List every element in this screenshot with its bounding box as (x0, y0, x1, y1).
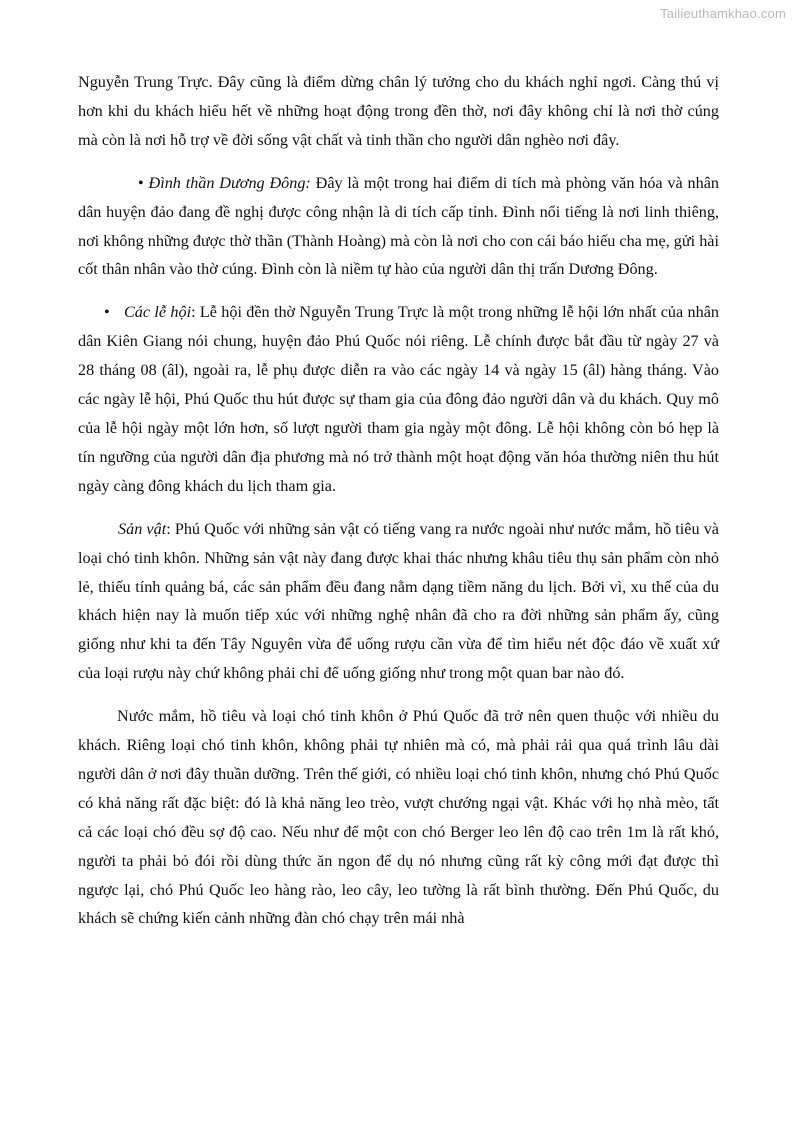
paragraph-intro: Nguyễn Trung Trực. Đây cũng là điểm dừng chân lý tưởng cho du khách nghỉ ngơi. Càng thú vị hơn khi du khách hiểu hết về những hoạt động trong đền thờ, nơi đây không chỉ là nơi thờ cúng mà còn là nơi hỗ trợ về đời sống vật chất và tinh thần cho người dân nghèo nơi đây. (78, 73, 719, 149)
term-dinh-than: Đình thần Dương Đông: (148, 173, 311, 192)
paragraph-san-vat (78, 515, 719, 688)
paragraph-le-hoi (78, 298, 719, 500)
bullet-icon: • (104, 303, 110, 322)
bullet-icon: • (138, 173, 144, 192)
watermark: Tailieuthamkhao.com (660, 6, 786, 21)
paragraph-nuoc-mam: Nước mắm, hồ tiêu và loại chó tinh khôn ở Phú Quốc đã trở nên quen thuộc với nhiều du khách. Riêng loại chó tinh khôn, không phải tự nhiên mà có, mà phải rải qua quá trình lâu dài người dân ở nơi đây thuần dưỡng. Trên thế giới, có nhiều loại chó tinh khôn, nhưng chó Phú Quốc có khả năng rất đặc biệt: đó là khả năng leo trèo, vượt chướng ngại vật. Khác với họ nhà mèo, tất cả các loại chó đều sợ độ cao. Nếu như để một con chó Berger leo lên độ cao trên 1m là rất khó, người ta phải bỏ đói rồi dùng thức ăn ngon để dụ nó nhưng cũng rất kỳ công mới đạt được thì ngược lại, chó Phú Quốc leo hàng rào, leo cây, leo tường là rất bình thường. Đến Phú Quốc, du khách sẽ chứng kiến cảnh những đàn chó chạy trên mái nhà (78, 707, 719, 928)
term-san-vat: Sản vật (118, 519, 167, 538)
paragraph-dinh-than (78, 169, 719, 285)
body-le-hoi: : Lễ hội đền thờ Nguyễn Trung Trực là một trong những lễ hội lớn nhất của nhân dân Kiên Giang nói chung, huyện đảo Phú Quốc nói riêng. Lễ chính được bắt đầu từ ngày 27 và 28 tháng 08 (âl), ngoài ra, lễ phụ được diễn ra vào các ngày 14 và ngày 15 (âl) hàng tháng. Vào các ngày lễ hội, Phú Quốc thu hút được sự tham gia của đông đảo người dân và du khách. Quy mô của lễ hội ngày một lớn hơn, số lượt người tham gia ngày một đông. Lễ hội không còn bó hẹp là tín ngưỡng của người dân địa phương mà nó trở thành một hoạt động văn hóa thường niên thu hút ngày càng đông khách du lịch tham gia. (78, 303, 719, 495)
document-page (78, 68, 719, 933)
body-dinh-than: Đây là một trong hai điểm di tích mà phòng văn hóa và nhân dân huyện đảo đang đề nghị được công nhận là di tích cấp tỉnh. Đình nổi tiếng là nơi linh thiêng, nơi không những được thờ thần (Thành Hoàng) mà còn là nơi cho con cái báo hiếu cha mẹ, gửi hài cốt thân nhân vào thờ cúng. Đình còn là niềm tự hào của người dân thị trấn Dương Đông. (78, 173, 719, 279)
term-le-hoi: Các lễ hội (124, 303, 192, 322)
body-san-vat: : Phú Quốc với những sản vật có tiếng vang ra nước ngoài như nước mắm, hồ tiêu và loại chó tinh khôn. Những sản vật này đang được khai thác nhưng khâu tiêu thụ sản phẩm còn nhỏ lẻ, thiếu tính quảng bá, các sản phẩm đều đang nằm dạng tiềm năng du lịch. Bởi vì, xu thế của du khách hiện nay là muốn tiếp xúc với những nghệ nhân đã cho ra đời những sản phẩm ấy, cũng giống như khi ta đến Tây Nguyên vừa để uống rượu cần vừa để tìm hiểu nét độc đáo về xuất xứ của loại rượu này chứ không phải chỉ để uống giống như trong một quan bar nào đó. (78, 519, 719, 683)
